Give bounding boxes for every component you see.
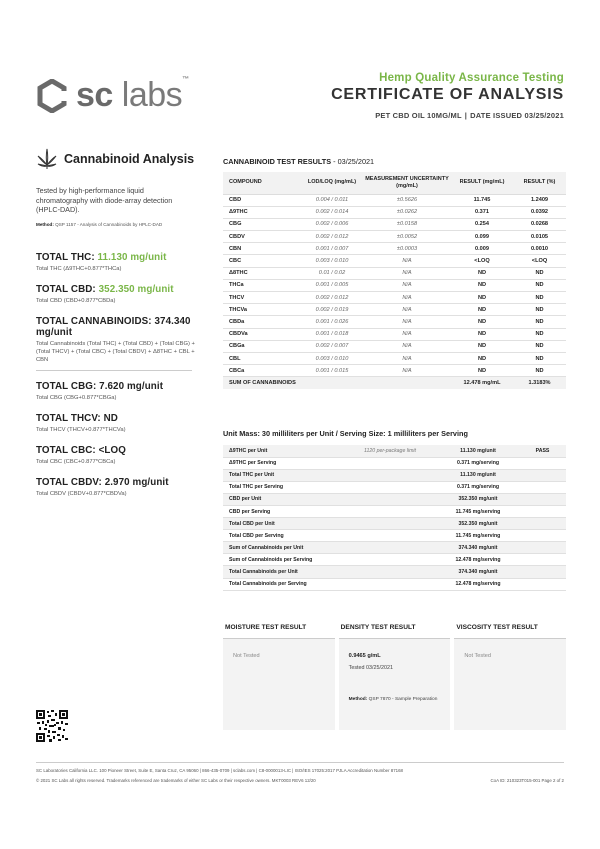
- value-cell: 0.371 mg/serving: [437, 457, 519, 469]
- footer-address: SC Laboratories California LLC. 100 Pioneer Street, Suite E, Santa Cruz, CA 95060 | 866-435-0709 | sclabs.com | C8-0000013-LIC | ISO/IES 17025:2017 PJLA Accreditation Number 87168: [36, 768, 404, 773]
- total-cbg: [36, 381, 236, 403]
- value-cell: 11.745 mg/serving: [437, 530, 519, 542]
- total-thcv: [36, 413, 236, 435]
- analysis-intro: [36, 148, 216, 227]
- lodloq-cell: 0.001 / 0.007: [301, 243, 363, 255]
- total-thc: [36, 252, 236, 274]
- status-cell: [519, 505, 566, 517]
- result-mgml-cell: <LOQ: [451, 255, 513, 267]
- limit-cell: [343, 457, 437, 469]
- total-cbd-formula: Total CBD (CBD+0.877*CBDa): [36, 298, 116, 304]
- cannabinoid-table-caption: [223, 157, 374, 166]
- result-pct-cell: ND: [513, 304, 566, 316]
- metric-cell: Total THC per Unit: [223, 469, 343, 481]
- uncertainty-cell: N/A: [363, 304, 451, 316]
- table-row: [223, 469, 566, 481]
- table-row: [223, 304, 566, 316]
- moisture-title: MOISTURE TEST RESULT: [223, 618, 335, 639]
- value-cell: 374.340 mg/unit: [437, 566, 519, 578]
- result-pct-cell: ND: [513, 279, 566, 291]
- total-thc-label: TOTAL THC:: [36, 252, 98, 263]
- limit-cell: [343, 469, 437, 481]
- cannabinoid-results-table: [223, 172, 566, 389]
- footer: [36, 762, 564, 788]
- compound-cell: CBG: [223, 218, 301, 230]
- uncertainty-cell: N/A: [363, 267, 451, 279]
- lodloq-cell: 0.003 / 0.010: [301, 255, 363, 267]
- status-cell: [519, 554, 566, 566]
- table-row: [223, 505, 566, 517]
- lodloq-cell: 0.002 / 0.019: [301, 304, 363, 316]
- result-mgml-cell: ND: [451, 365, 513, 377]
- other-tests: [223, 618, 566, 730]
- result-pct-cell: ND: [513, 316, 566, 328]
- caption-title: CANNABINOID TEST RESULTS: [223, 157, 332, 166]
- total-thcv-label: TOTAL THCV: ND: [36, 413, 118, 424]
- qr-code-icon[interactable]: [36, 710, 68, 742]
- lodloq-cell: 0.002 / 0.006: [301, 218, 363, 230]
- metric-cell: Δ9THC per Serving: [223, 457, 343, 469]
- metric-cell: CBD per Serving: [223, 505, 343, 517]
- compound-cell: CBC: [223, 255, 301, 267]
- value-cell: 0.371 mg/serving: [437, 481, 519, 493]
- cannabis-leaf-icon: [36, 148, 58, 170]
- table-row: [223, 554, 566, 566]
- table-row: [223, 445, 566, 457]
- header-subtitle: Hemp Quality Assurance Testing: [379, 72, 564, 84]
- compound-cell: Δ9THC: [223, 206, 301, 218]
- header-meta: [331, 111, 564, 120]
- compound-cell: CBN: [223, 243, 301, 255]
- analysis-title: Cannabinoid Analysis: [64, 152, 195, 166]
- col-result-mgml: RESULT (mg/mL): [451, 172, 513, 194]
- result-pct-cell: ND: [513, 328, 566, 340]
- uncertainty-cell: ±0.0158: [363, 218, 451, 230]
- sum-label: SUM OF CANNABINOIDS: [223, 377, 451, 389]
- value-cell: 12.478 mg/serving: [437, 554, 519, 566]
- uncertainty-cell: N/A: [363, 255, 451, 267]
- density-method-text: QSP 7870 - Sample Preparation: [367, 697, 438, 702]
- total-thcv-formula: Total THCV (THCV+0.877*THCVa): [36, 427, 126, 433]
- table-row: [223, 218, 566, 230]
- result-mgml-cell: 0.371: [451, 206, 513, 218]
- viscosity-test: [454, 618, 566, 730]
- col-compound: COMPOUND: [223, 172, 301, 194]
- density-method-label: Method:: [348, 697, 368, 702]
- col-uncertainty: MEASUREMENT UNCERTAINTY (mg/mL): [363, 172, 451, 194]
- limit-cell: [343, 542, 437, 554]
- product-name: PET CBD OIL 10MG/ML: [375, 111, 462, 120]
- table-row: [223, 518, 566, 530]
- uncertainty-cell: N/A: [363, 292, 451, 304]
- header-title: CERTIFICATE OF ANALYSIS: [331, 86, 564, 103]
- metric-cell: Total THC per Serving: [223, 481, 343, 493]
- metric-cell: CBD per Unit: [223, 493, 343, 505]
- total-cbg-formula: Total CBG (CBG+0.877*CBGa): [36, 395, 117, 401]
- logo-labs: labs: [121, 76, 183, 114]
- table-row: [223, 292, 566, 304]
- lodloq-cell: 0.002 / 0.007: [301, 340, 363, 352]
- uncertainty-cell: N/A: [363, 316, 451, 328]
- uncertainty-cell: N/A: [363, 279, 451, 291]
- compound-cell: Δ8THC: [223, 267, 301, 279]
- result-pct-cell: ND: [513, 267, 566, 279]
- status-cell: [519, 518, 566, 530]
- result-pct-cell: ND: [513, 292, 566, 304]
- status-cell: [519, 469, 566, 481]
- lodloq-cell: 0.001 / 0.005: [301, 279, 363, 291]
- density-value: 0.9465 g/mL: [348, 653, 381, 659]
- total-cannabinoids: [36, 316, 221, 364]
- analysis-description: Tested by high-performance liquid chromatography with diode-array detection (HPLC-DAD).: [36, 186, 173, 215]
- left-divider: [36, 370, 192, 371]
- lodloq-cell: 0.01 / 0.02: [301, 267, 363, 279]
- limit-cell: [343, 493, 437, 505]
- date-issued: DATE ISSUED 03/25/2021: [470, 111, 564, 120]
- value-cell: 352.350 mg/unit: [437, 493, 519, 505]
- compound-cell: THCa: [223, 279, 301, 291]
- analysis-method: [36, 222, 216, 227]
- viscosity-title: VISCOSITY TEST RESULT: [454, 618, 566, 639]
- result-mgml-cell: ND: [451, 328, 513, 340]
- uncertainty-cell: ±0.0003: [363, 243, 451, 255]
- metric-cell: Total Cannabinoids per Unit: [223, 566, 343, 578]
- total-cbc-label: TOTAL CBC: <LOQ: [36, 445, 126, 456]
- density-title: DENSITY TEST RESULT: [339, 618, 451, 639]
- table-row: [223, 231, 566, 243]
- result-pct-cell: 0.0010: [513, 243, 566, 255]
- value-cell: 352.350 mg/unit: [437, 518, 519, 530]
- lodloq-cell: 0.002 / 0.014: [301, 206, 363, 218]
- footer-copyright: © 2021 SC Labs all rights reserved. Trademarks referenced are trademarks of either SC Labs or their respective owners. MKT0003 REV6 12/20: [36, 778, 316, 783]
- result-mgml-cell: 0.009: [451, 243, 513, 255]
- table-row: [223, 194, 566, 206]
- table-row: [223, 542, 566, 554]
- compound-cell: CBL: [223, 352, 301, 364]
- value-cell: 11.130 mg/unit: [437, 469, 519, 481]
- uncertainty-cell: N/A: [363, 352, 451, 364]
- limit-cell: [343, 554, 437, 566]
- method-label: Method:: [36, 222, 54, 228]
- sum-mgml: 12.478 mg/mL: [451, 377, 513, 389]
- density-method: [349, 697, 439, 703]
- limit-cell: 1120 per-package limit: [343, 445, 437, 457]
- table-row: [223, 365, 566, 377]
- table-row: [223, 457, 566, 469]
- metric-cell: Total CBD per Serving: [223, 530, 343, 542]
- sum-pct: 1.3183%: [513, 377, 566, 389]
- total-cbg-label: TOTAL CBG: 7.620 mg/unit: [36, 381, 164, 392]
- total-cannabinoids-formula: Total Cannabinoids (Total THC) + (Total CBD) + (Total CBG) + (Total THCV) + (Total CBC) + (Total CBDV) + Δ8THC + CBL + CBN: [36, 341, 195, 363]
- status-cell: [519, 542, 566, 554]
- lodloq-cell: 0.002 / 0.012: [301, 231, 363, 243]
- compound-cell: CBDVa: [223, 328, 301, 340]
- result-pct-cell: ND: [513, 365, 566, 377]
- total-cbd: [36, 284, 236, 306]
- unit-table-caption: Unit Mass: 30 milliliters per Unit / Serving Size: 1 milliliters per Serving: [223, 429, 468, 438]
- lodloq-cell: 0.002 / 0.012: [301, 292, 363, 304]
- analysis-header: [36, 148, 216, 170]
- result-mgml-cell: 0.099: [451, 231, 513, 243]
- lodloq-cell: 0.003 / 0.010: [301, 352, 363, 364]
- metric-cell: Δ9THC per Unit: [223, 445, 343, 457]
- result-mgml-cell: 0.254: [451, 218, 513, 230]
- table-row: [223, 566, 566, 578]
- table-row: [223, 328, 566, 340]
- uncertainty-cell: ±0.0052: [363, 231, 451, 243]
- result-pct-cell: 0.0268: [513, 218, 566, 230]
- logo-sc: sc: [76, 76, 113, 114]
- result-mgml-cell: ND: [451, 292, 513, 304]
- status-cell: [519, 566, 566, 578]
- col-lodloq: LOD/LOQ (mg/mL): [301, 172, 363, 194]
- uncertainty-cell: N/A: [363, 340, 451, 352]
- status-cell: [519, 578, 566, 590]
- table-header-row: [223, 172, 566, 194]
- value-cell: 11.130 mg/unit: [437, 445, 519, 457]
- col-result-pct: RESULT (%): [513, 172, 566, 194]
- density-date: Tested 03/25/2021: [348, 665, 394, 671]
- status-cell: [519, 481, 566, 493]
- metric-cell: Sum of Cannabinoids per Unit: [223, 542, 343, 554]
- table-row: [223, 530, 566, 542]
- uncertainty-cell: N/A: [363, 365, 451, 377]
- total-cbdv-formula: Total CBDV (CBDV+0.877*CBDVa): [36, 491, 127, 497]
- metric-cell: Total Cannabinoids per Serving: [223, 578, 343, 590]
- header-separator: |: [464, 111, 468, 120]
- table-row: [223, 493, 566, 505]
- sum-row: [223, 377, 566, 389]
- header-right: [331, 72, 564, 120]
- metric-cell: Total CBD per Unit: [223, 518, 343, 530]
- limit-cell: [343, 518, 437, 530]
- lodloq-cell: 0.001 / 0.015: [301, 365, 363, 377]
- result-mgml-cell: ND: [451, 316, 513, 328]
- result-mgml-cell: ND: [451, 304, 513, 316]
- compound-cell: CBDa: [223, 316, 301, 328]
- moisture-value: Not Tested: [233, 653, 260, 659]
- compound-cell: THCV: [223, 292, 301, 304]
- table-row: [223, 255, 566, 267]
- compound-cell: CBGa: [223, 340, 301, 352]
- result-mgml-cell: ND: [451, 352, 513, 364]
- status-cell: [519, 530, 566, 542]
- limit-cell: [343, 530, 437, 542]
- value-cell: 12.478 mg/serving: [437, 578, 519, 590]
- limit-cell: [343, 578, 437, 590]
- total-thc-formula: Total THC (Δ9THC+0.877*THCa): [36, 266, 122, 272]
- viscosity-value: Not Tested: [464, 653, 491, 659]
- table-row: [223, 481, 566, 493]
- logo-tm: ™: [182, 76, 189, 83]
- status-cell: [519, 493, 566, 505]
- total-cbdv: [36, 477, 236, 499]
- total-cbc: [36, 445, 236, 467]
- uncertainty-cell: ±0.0262: [363, 206, 451, 218]
- table-row: [223, 267, 566, 279]
- unit-serving-table: [223, 445, 566, 591]
- uncertainty-cell: N/A: [363, 328, 451, 340]
- table-row: [223, 340, 566, 352]
- total-cannabinoids-label: TOTAL CANNABINOIDS: 374.340 mg/unit: [36, 316, 191, 338]
- compound-cell: CBD: [223, 194, 301, 206]
- lodloq-cell: 0.001 / 0.018: [301, 328, 363, 340]
- result-mgml-cell: ND: [451, 279, 513, 291]
- result-pct-cell: 0.0105: [513, 231, 566, 243]
- result-pct-cell: 1.2409: [513, 194, 566, 206]
- table-row: [223, 279, 566, 291]
- logo-mark-icon: [36, 79, 68, 113]
- moisture-test: [223, 618, 335, 730]
- total-cbdv-label: TOTAL CBDV: 2.970 mg/unit: [36, 477, 169, 488]
- uncertainty-cell: ±0.5626: [363, 194, 451, 206]
- result-mgml-cell: ND: [451, 340, 513, 352]
- status-cell: PASS: [519, 445, 566, 457]
- compound-cell: CBCa: [223, 365, 301, 377]
- result-mgml-cell: ND: [451, 267, 513, 279]
- metric-cell: Sum of Cannabinoids per Serving: [223, 554, 343, 566]
- lodloq-cell: 0.001 / 0.026: [301, 316, 363, 328]
- total-thc-value: 11.130 mg/unit: [97, 252, 167, 263]
- compound-cell: THCVa: [223, 304, 301, 316]
- lodloq-cell: 0.004 / 0.011: [301, 194, 363, 206]
- total-cbc-formula: Total CBC (CBC+0.877*CBCa): [36, 459, 116, 465]
- result-pct-cell: 0.0392: [513, 206, 566, 218]
- limit-cell: [343, 566, 437, 578]
- table-row: [223, 316, 566, 328]
- total-cbd-value: 352.350 mg/unit: [98, 284, 174, 295]
- total-cbd-label: TOTAL CBD:: [36, 284, 99, 295]
- limit-cell: [343, 481, 437, 493]
- value-cell: 11.745 mg/serving: [437, 505, 519, 517]
- result-mgml-cell: 11.745: [451, 194, 513, 206]
- footer-coa-id: CoA ID: 210323T015-001 Page 2 of 2: [490, 778, 564, 783]
- limit-cell: [343, 505, 437, 517]
- table-row: [223, 206, 566, 218]
- status-cell: [519, 457, 566, 469]
- table-row: [223, 243, 566, 255]
- table-row: [223, 352, 566, 364]
- result-pct-cell: ND: [513, 352, 566, 364]
- method-text: QSP 1157 - Analysis of Cannabinoids by HPLC-DAD: [55, 222, 163, 228]
- caption-date: - 03/25/2021: [331, 157, 375, 166]
- sc-labs-logo: [36, 76, 189, 115]
- compound-cell: CBDV: [223, 231, 301, 243]
- density-test: [339, 618, 451, 730]
- result-pct-cell: ND: [513, 340, 566, 352]
- table-row: [223, 578, 566, 590]
- result-pct-cell: <LOQ: [513, 255, 566, 267]
- value-cell: 374.340 mg/unit: [437, 542, 519, 554]
